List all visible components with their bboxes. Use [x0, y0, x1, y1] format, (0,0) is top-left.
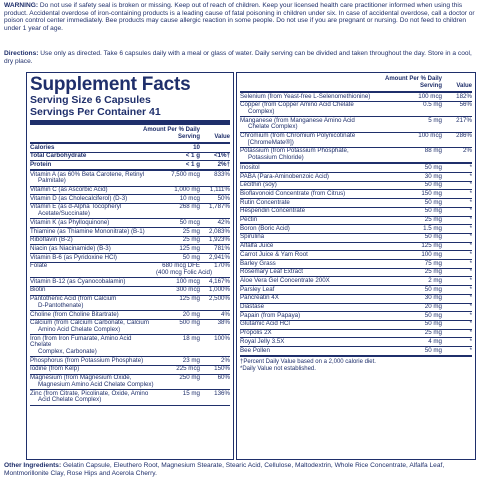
nutrient-daily-value: *	[469, 189, 472, 197]
nutrient-name: Pectin	[240, 216, 258, 224]
nutrient-daily-value: *	[469, 233, 472, 241]
nutrient-daily-value: 50%	[217, 194, 230, 202]
nutrient-name: Thiamine (as Thiamine Mononitrate) (B-1)	[30, 227, 145, 235]
nutrient-amount: 10	[193, 143, 200, 151]
nutrient-daily-value: 38%	[217, 319, 230, 327]
nutrient-daily-value: 4%	[221, 310, 230, 318]
column-amount-label: Amount Per % Daily Serving	[142, 127, 200, 140]
nutrient-daily-value: 182%	[456, 92, 472, 100]
nutrient-name: Vitamin C (as Ascorbic Acid)	[30, 186, 108, 194]
nutrient-amount: 5 mg	[428, 116, 442, 124]
nutrient-name: Glutamic Acid HCl	[240, 320, 290, 328]
column-value-label-right: Value	[456, 83, 472, 89]
nutrient-row	[30, 375, 230, 390]
nutrient-name: Alfalfa Juice	[240, 242, 274, 250]
nutrient-daily-value: 170%	[214, 262, 230, 270]
nutrient-daily-value: *	[469, 320, 472, 328]
nutrient-amount: 50 mg	[424, 233, 442, 241]
nutrient-row	[30, 254, 230, 263]
nutrient-daily-value: 2,500%	[209, 295, 230, 303]
nutrient-name: Riboflavin (B-2)	[30, 236, 73, 244]
nutrient-amount: 75 mg	[424, 259, 442, 267]
nutrient-daily-value: 1,787%	[209, 203, 230, 211]
nutrient-daily-value: 150%	[214, 365, 230, 373]
nutrient-daily-value: *	[469, 276, 472, 284]
nutrient-name: Manganese (from Manganese Amino Acid Chelate Complex)	[240, 116, 355, 131]
nutrient-amount: 125 mg	[179, 244, 200, 252]
directions-label: Directions:	[4, 50, 39, 57]
nutrient-daily-value: *	[469, 294, 472, 302]
nutrient-daily-value: 1,923%	[209, 236, 230, 244]
nutrient-name: Papain (from Papaya)	[240, 311, 301, 319]
nutrient-daily-value: *	[469, 198, 472, 206]
nutrient-amount: 125 mg	[179, 295, 200, 303]
warning-label: WARNING:	[4, 2, 39, 9]
nutrient-daily-value: *	[469, 285, 472, 293]
nutrient-daily-value: 60%	[217, 374, 230, 382]
nutrient-amount: < 1 g	[185, 152, 200, 160]
nutrient-amount: 100 mcg	[176, 277, 200, 285]
nutrient-name: Potassium (from Potassium Phosphate, Potassium Chloride)	[240, 147, 349, 162]
nutrient-name: Pantothenic Acid (from Calcium D-Pantothenate)	[30, 295, 117, 309]
nutrient-amount: 150 mg	[421, 189, 442, 197]
nutrient-daily-value: 56%	[459, 101, 472, 109]
nutrient-name: Vitamin B-6 (as Pyridoxine HCl)	[30, 253, 117, 261]
nutrient-daily-value: 286%	[456, 132, 472, 140]
nutrient-row	[30, 278, 230, 287]
nutrient-name: Spirulina	[240, 233, 265, 241]
nutrient-row	[240, 347, 472, 357]
nutrient-name: Vitamin B-12 (as Cyanocobalamin)	[30, 277, 126, 285]
supplement-facts-right-panel	[236, 72, 476, 460]
nutrient-daily-value: 2%	[463, 147, 472, 155]
nutrient-amount: 50 mg	[424, 311, 442, 319]
nutrient-amount: 18 mg	[182, 334, 200, 342]
nutrient-name: Selenium (from Yeast-free L-Selenomethionine)	[240, 92, 371, 100]
nutrient-amount: 25 mg	[424, 329, 442, 337]
supplement-facts-left-panel	[26, 72, 234, 460]
nutrient-row	[30, 204, 230, 219]
other-ingredients-body: Gelatin Capsule, Eleuthero Root, Magnesium Stearate, Stearic Acid, Cellulose, Maltodextrin, Whole Rice Concentrate, Alfalfa Leaf, Montmorillonite Clay, Rose Hips and Acerola Cherry.	[4, 462, 445, 477]
nutrient-name: Aloe Vera Gel Concentrate 200X	[240, 276, 330, 284]
nutrient-daily-value: *	[469, 268, 472, 276]
footnote-daily-value: †Percent Daily Value based on a 2,000 calorie diet.	[240, 358, 376, 365]
nutrient-daily-value: *	[469, 216, 472, 224]
nutrient-name: Vitamin A (as 60% Beta Carotene, Retinyl Palmitate)	[30, 170, 145, 185]
nutrient-daily-value: 136%	[214, 389, 230, 397]
nutrient-name: Hesperidin Concentrate	[240, 207, 306, 215]
nutrient-daily-value	[200, 145, 230, 152]
nutrient-row	[30, 320, 230, 335]
nutrient-name: Folate	[30, 262, 48, 270]
nutrient-amount: 50 mg	[424, 320, 442, 328]
nutrient-amount: 10 mcg	[179, 194, 200, 202]
nutrient-amount: 20 mg	[182, 310, 200, 318]
nutrient-daily-value: *	[469, 337, 472, 345]
nutrient-name: Niacin (as Niacinamide) (B-3)	[30, 244, 111, 252]
warning-text	[4, 2, 476, 32]
nutrient-amount: 100 mcg	[418, 92, 442, 100]
nutrient-amount: 50 mg	[182, 253, 200, 261]
directions-body: Use only as directed. Take 6 capsules daily with a meal or glass of water. Daily serving can be divided and taken throughout the day. Store in a cool, dry place.	[4, 50, 472, 65]
nutrient-daily-value: *	[469, 207, 472, 215]
column-header	[30, 126, 230, 142]
nutrient-daily-value: 42%	[217, 218, 230, 226]
nutrient-amount: 2 mg	[428, 276, 442, 284]
nutrient-daily-value: 100%	[214, 334, 230, 342]
nutrient-amount: 25 mg	[424, 268, 442, 276]
nutrient-amount: 23 mg	[182, 356, 200, 364]
nutrient-amount: 25 mg	[182, 227, 200, 235]
warning-body: Do not use if safety seal is broken or missing. Keep out of reach of children. Keep your licensed health care practitioner informed when using this product. Accidental overdose of iron-containing products is a leading cause of fatal poisoning in children under six. In case of accidental overdose, call a doctor or poison control center immediately. Bee products may cause allergic reaction in some people. Do not use if you are pregnant or nursing. Do not feed to children under 1 year of age.	[4, 2, 475, 32]
nutrient-amount: 1,000 mg	[174, 186, 200, 194]
nutrient-row	[30, 171, 230, 186]
nutrient-amount: 50 mg	[424, 198, 442, 206]
nutrient-name: Barley Grass	[240, 259, 276, 267]
supplement-facts-title: Supplement Facts	[30, 74, 191, 95]
column-value-label: Value	[214, 134, 230, 140]
nutrient-amount: 680 mcg DFE (400 mcg Folic Acid)	[156, 262, 213, 277]
right-nutrient-list	[240, 93, 472, 357]
nutrient-name: Bee Pollen	[240, 346, 270, 354]
nutrient-amount: 225 mcg	[176, 365, 200, 373]
nutrient-amount: < 1 g	[185, 160, 200, 168]
nutrient-name: Phosphorus (from Potassium Phosphate)	[30, 356, 144, 364]
nutrient-name: Copper (from Copper Amino Acid Chelate Complex)	[240, 101, 354, 115]
nutrient-amount: 50 mg	[424, 207, 442, 215]
nutrient-name: Iron (from Iron Fumarate, Amino Acid Chelate Complex, Carbonate)	[30, 334, 132, 356]
nutrient-amount: 125 mg	[421, 242, 442, 250]
nutrient-daily-value: *	[469, 259, 472, 267]
nutrient-amount: 100 mg	[421, 250, 442, 258]
thick-divider	[30, 120, 230, 125]
nutrient-name: Lecithin (soy)	[240, 181, 277, 189]
nutrient-daily-value: *	[469, 172, 472, 180]
nutrient-amount: 50 mg	[424, 163, 442, 171]
nutrient-daily-value: 2%	[221, 356, 230, 364]
nutrient-daily-value: *	[469, 181, 472, 189]
nutrient-daily-value: *	[469, 329, 472, 337]
nutrient-daily-value: 217%	[456, 116, 472, 124]
nutrient-daily-value: 2,941%	[209, 253, 230, 261]
nutrient-daily-value: <1%†	[214, 152, 230, 160]
nutrient-name: PABA (Para-Aminobenzoic Acid)	[240, 172, 329, 180]
nutrient-amount: 0.5 mg	[423, 101, 442, 109]
nutrient-daily-value: 1,111%	[209, 186, 230, 194]
nutrient-row	[30, 335, 230, 357]
nutrient-name: Bioflavonoid Concentrate (from Citrus)	[240, 189, 346, 197]
nutrient-name: Boron (Boric Acid)	[240, 224, 290, 232]
nutrient-name: Parsley Leaf	[240, 285, 275, 293]
nutrient-daily-value: *	[469, 303, 472, 311]
nutrient-daily-value: *	[469, 224, 472, 232]
left-nutrient-list	[30, 144, 230, 406]
nutrient-amount: 50 mg	[424, 181, 442, 189]
nutrient-name: Chromium (from Chromium Polynicotinate [ChromeMate®])	[240, 132, 356, 146]
nutrient-daily-value: *	[469, 346, 472, 354]
nutrient-amount: 50 mg	[424, 285, 442, 293]
column-amount-label-right: Amount Per % Daily Serving	[384, 76, 442, 89]
nutrient-name: Inositol	[240, 163, 260, 171]
nutrient-name: Choline (from Choline Bitartrate)	[30, 310, 119, 318]
nutrient-amount: 15 mg	[182, 389, 200, 397]
nutrient-daily-value: *	[469, 163, 472, 171]
nutrient-amount: 25 mg	[182, 236, 200, 244]
directions-text	[4, 50, 476, 65]
nutrient-name: Pancreatin 4X	[240, 294, 279, 302]
nutrient-daily-value: 4,167%	[209, 277, 230, 285]
nutrient-amount: 25 mg	[424, 216, 442, 224]
nutrient-name: Propolis 2X	[240, 329, 272, 337]
nutrient-amount: 268 mg	[179, 203, 200, 211]
nutrient-row	[30, 153, 230, 162]
serving-size: Serving Size 6 Capsules	[30, 94, 151, 106]
nutrient-amount: 30 mg	[424, 172, 442, 180]
nutrient-name: Zinc (from Citrate, Picolinate, Oxide, Amino Acid Chelate Complex)	[30, 389, 149, 404]
nutrient-amount: 500 mg	[179, 319, 200, 327]
nutrient-name: Carrot Juice & Yam Root	[240, 250, 308, 258]
nutrient-row	[240, 117, 472, 132]
other-ingredients	[4, 462, 476, 477]
nutrient-name: Calcium (from Calcium Carbonate, Calcium Amino Acid Chelate Complex)	[30, 319, 149, 333]
footnote-not-established: *Daily Value not established.	[240, 365, 316, 372]
nutrient-row	[240, 102, 472, 117]
nutrient-name: Iodine (from Kelp)	[30, 365, 80, 373]
nutrient-daily-value: 781%	[214, 244, 230, 252]
nutrient-row	[30, 296, 230, 311]
nutrient-amount: 20 mg	[424, 303, 442, 311]
nutrient-amount: 250 mg	[179, 374, 200, 382]
nutrient-name: Calories	[30, 143, 55, 151]
nutrient-name: Vitamin E (as d-Alpha Tocopheryl Acetate/Succinate)	[30, 203, 122, 218]
nutrient-row	[240, 148, 472, 164]
nutrient-name: Protein	[30, 160, 52, 168]
nutrient-name: Vitamin K (as Phylloquinone)	[30, 218, 110, 226]
nutrient-name: Vitamin D (as Cholecalciferol) (D-3)	[30, 194, 128, 202]
nutrient-name: Total Carbohydrate	[30, 152, 87, 160]
nutrient-name: Biotin	[30, 286, 46, 294]
nutrient-name: Rosemary Leaf Extract	[240, 268, 303, 276]
nutrient-amount: 50 mg	[424, 346, 442, 354]
nutrient-daily-value: 1,000%	[209, 286, 230, 294]
nutrient-row	[240, 133, 472, 148]
nutrient-daily-value: *	[469, 311, 472, 319]
nutrient-amount: 50 mcg	[179, 218, 200, 226]
other-ingredients-label: Other Ingredients:	[4, 462, 62, 469]
nutrient-name: Magnesium (from Magnesium Oxide, Magnesium Amino Acid Chelate Complex)	[30, 374, 154, 388]
nutrient-amount: 300 mcg	[176, 286, 200, 294]
nutrient-amount: 7,500 mcg	[171, 170, 200, 178]
nutrient-daily-value: 833%	[214, 170, 230, 178]
nutrient-row	[30, 263, 230, 278]
nutrient-name: Royal Jelly 3.5X	[240, 337, 285, 345]
nutrient-amount: 4 mg	[428, 337, 442, 345]
nutrient-amount: 88 mg	[424, 147, 442, 155]
nutrient-name: Diastase	[240, 303, 265, 311]
footnotes	[240, 359, 472, 373]
nutrient-daily-value: 2,083%	[209, 227, 230, 235]
nutrient-daily-value: *	[469, 242, 472, 250]
nutrient-name: Rutin Concentrate	[240, 198, 290, 206]
nutrient-daily-value: 2%†	[217, 160, 230, 168]
nutrient-amount: 30 mg	[424, 294, 442, 302]
nutrient-row	[30, 390, 230, 405]
nutrient-amount: 1.5 mg	[423, 224, 442, 232]
servings-per-container: Servings Per Container 41	[30, 105, 161, 118]
nutrient-daily-value: *	[469, 250, 472, 258]
nutrient-amount: 100 mcg	[418, 132, 442, 140]
column-header-right	[240, 75, 472, 91]
